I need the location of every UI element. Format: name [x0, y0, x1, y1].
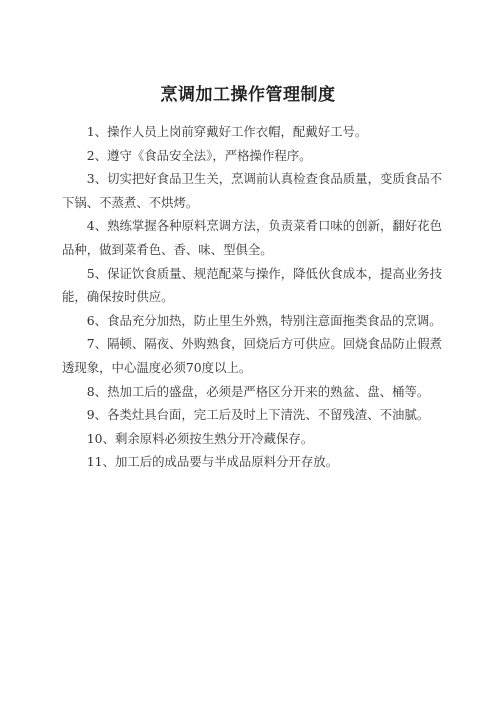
- rule-item-11: 11、加工后的成品要与半成品原料分开存放。: [86, 454, 338, 470]
- rules-list: [62, 120, 442, 474]
- rule-item-3: 3、切实把好食品卫生关，烹调前认真检查食品质量，变质食品不下锅、不蒸煮、不烘烤。: [62, 171, 442, 210]
- rule-item-4: 4、熟练掌握各种原料烹调方法，负责菜肴口味的创新，翻好花色品种，做到菜肴色、香、味、型俱全。: [62, 218, 442, 257]
- rule-item-10: 10、剩余原料必须按生熟分开冷藏保存。: [86, 430, 314, 446]
- rule-item-2: 2、遵守《食品安全法》，严格操作程序。: [86, 147, 312, 163]
- document-title: 烹调加工操作管理制度: [160, 85, 336, 105]
- rule-item-6: 6、食品充分加热，防止里生外熟，特别注意面拖类食品的烹调。: [86, 312, 442, 328]
- rule-item-1: 1、操作人员上岗前穿戴好工作衣帽，配戴好工号。: [86, 124, 368, 139]
- rule-item-7: 7、隔顿、隔夜、外购熟食，回烧后方可供应。回烧食品防止假煮透现象，中心温度必须70度以上。: [62, 336, 442, 375]
- rule-item-8: 8、热加工后的盛盘，必须是严格区分开来的熟盆、盘、桶等。: [86, 383, 430, 399]
- rule-item-9: 9、各类灶具台面，完工后及时上下清洗、不留残渣、不油腻。: [86, 407, 430, 423]
- rule-item-5: 5、保证饮食质量、规范配菜与操作，降低伙食成本，提高业务技能，确保按时供应。: [62, 265, 442, 305]
